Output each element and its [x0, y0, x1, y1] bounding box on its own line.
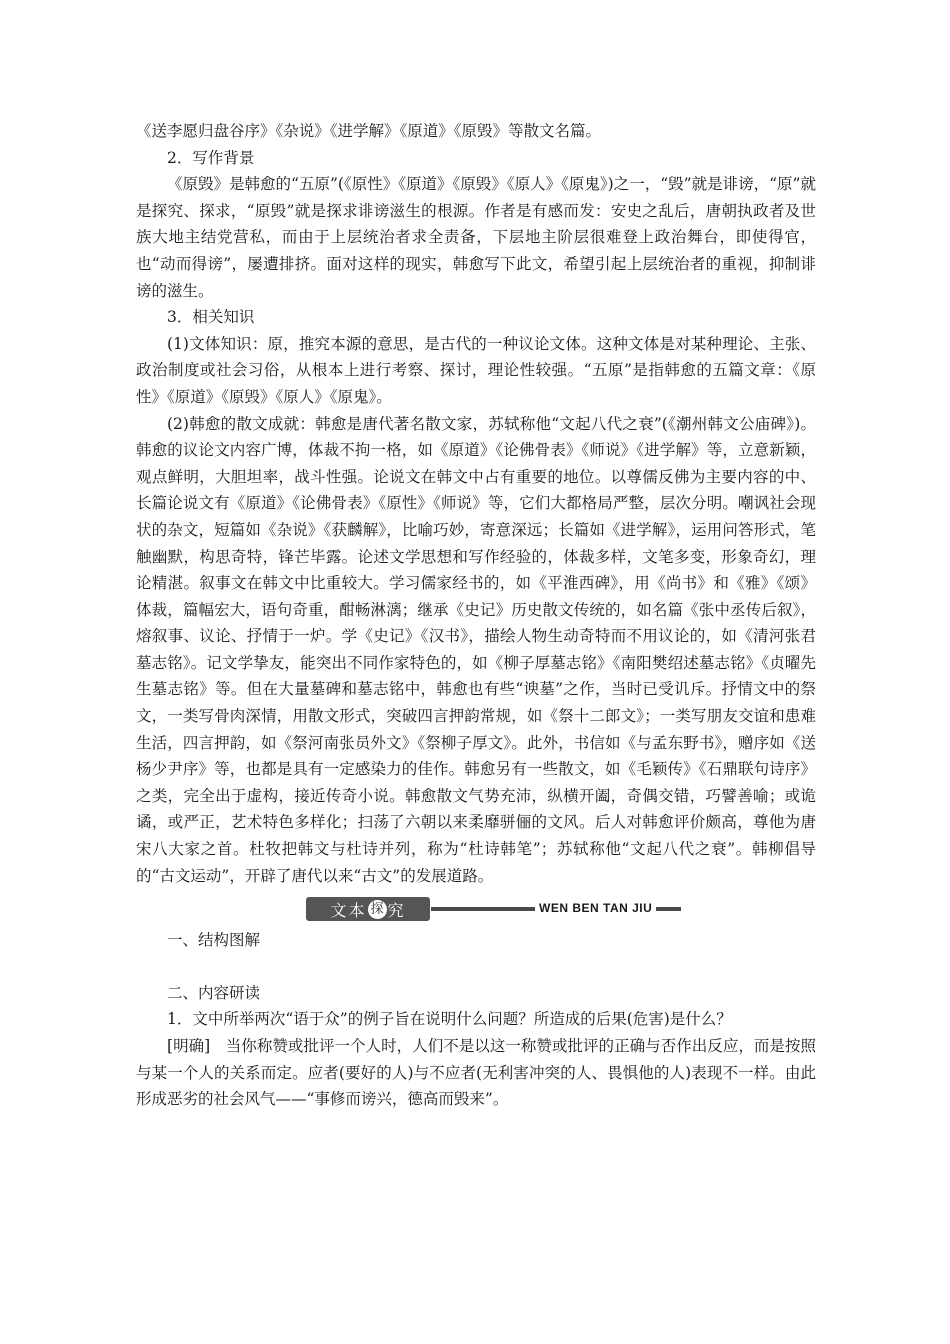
content-reading-heading: 二、内容研读 [167, 983, 261, 1002]
background-paragraph: 《原毁》是韩愈的“五原”(《原性》《原道》《原毁》《原人》《原鬼》)之一，“毁”就是诽谤，“原”就是探究、探求，“原毁”就是探求诽谤滋生的根源。作者是有感而发：安史之乱后，唐朝执政者及世族大地主结党营私，而由于上层统治者求全责备，下层地主阶层很难登上政治舞台，即使得官，也“动而得谤”，屡遭排挤。面对这样的现实，韩愈写下此文，希望引起上层统治者的重视，抑制诽谤的滋生。 [136, 175, 816, 300]
banner-title-post: 究 [387, 900, 406, 920]
section-heading-background: 2．写作背景 [167, 148, 255, 167]
genre-knowledge-paragraph: (1)文体知识：原，推究本源的意思，是古代的一种议论文体。这种文体是对某种理论、主张、政治制度或社会习俗，从根本上进行考察、探讨，理论性较强。“五原”是指韩愈的五篇文章：《原性》《原道》《原毁》《原人》《原鬼》。 [136, 334, 816, 406]
answer-1: [明确] 当你称赞或批评一个人时，人们不是以这一称赞或批评的正确与否作出反应，而是按照与某一个人的关系而定。应者(要好的人)与不应者(无利害冲突的人、畏惧他的人)表现不一样。由此形成恶劣的社会风气——“事修而谤兴，德高而毁来”。 [136, 1037, 816, 1109]
question-1: 1．文中所举两次“语于众”的例子旨在说明什么问题？所造成的后果(危害)是什么？ [167, 1010, 732, 1029]
prose-achievement-paragraph: (2)韩愈的散文成就：韩愈是唐代著名散文家，苏轼称他“文起八代之衰”(《潮州韩文公庙碑》)。韩愈的议论文内容广博，体裁不拘一格，如《原道》《论佛骨表》《师说》《进学解》等，立意新颖，观点鲜明，大胆坦率，战斗性强。论说文在韩文中占有重要的地位。以尊儒反佛为主要内容的中、长篇论说文有《原道》《论佛骨表》《原性》《师说》等，它们大都格局严整，层次分明。嘲讽社会现状的杂文，短篇如《杂说》《获麟解》，比喻巧妙，寄意深远；长篇如《进学解》，运用问答形式，笔触幽默，构思奇特，锋芒毕露。论述文学思想和写作经验的，体裁多样，文笔多变，形象奇幻，理论精湛。叙事文在韩文中比重较大。学习儒家经书的，如《平淮西碑》，用《尚书》和《雅》《颂》体裁，篇幅宏大，语句奇重，酣畅淋漓；继承《史记》历史散文传统的，如名篇《张中丞传后叙》，熔叙事、议论、抒情于一炉。学《史记》《汉书》，描绘人物生动奇特而不用议论的，如《清河张君墓志铭》。记文学挚友，能突出不同作家特色的，如《柳子厚墓志铭》《南阳樊绍述墓志铭》《贞曜先生墓志铭》等。但在大量墓碑和墓志铭中，韩愈也有些“谀墓”之作，当时已受讥斥。抒情文中的祭文，一类写骨肉深情，用散文形式，突破四言押韵常规，如《祭十二郎文》；一类写朋友交谊和患难生活，四言押韵，如《祭河南张员外文》《祭柳子厚文》。此外，书信如《与孟东野书》，赠序如《送杨少尹序》等，也都是具有一定感染力的佳作。韩愈另有一些散文，如《毛颖传》《石鼎联句诗序》之类，完全出于虚构，接近传奇小说。韩愈散文气势充沛，纵横开阖，奇偶交错，巧譬善喻；或诡谲，或严正，艺术特色多样化；扫荡了六朝以来柔靡骈俪的文风。后人对韩愈评价颇高，尊他为唐宋八大家之首。杜牧把韩文与杜诗并列，称为“杜诗韩笔”；苏轼称他“文起八代之衰”。韩柳倡导的“古文运动”，开辟了唐代以来“古文”的发展道路。 [136, 414, 816, 885]
diagram-space [136, 954, 816, 980]
document-page [136, 118, 816, 1113]
intro-line: 《送李愿归盘谷序》《杂说》《进学解》《原道》《原毁》等散文名篇。 [136, 122, 602, 140]
structure-diagram-heading: 一、结构图解 [167, 931, 261, 950]
section-heading-knowledge: 3．相关知识 [167, 308, 255, 327]
banner-english: WEN BEN TAN JIU [535, 901, 656, 915]
banner-title [306, 897, 430, 921]
banner-title-pre: 文本 [330, 900, 367, 920]
section-banner [136, 897, 816, 921]
banner-circle-char: 探 [368, 900, 387, 919]
